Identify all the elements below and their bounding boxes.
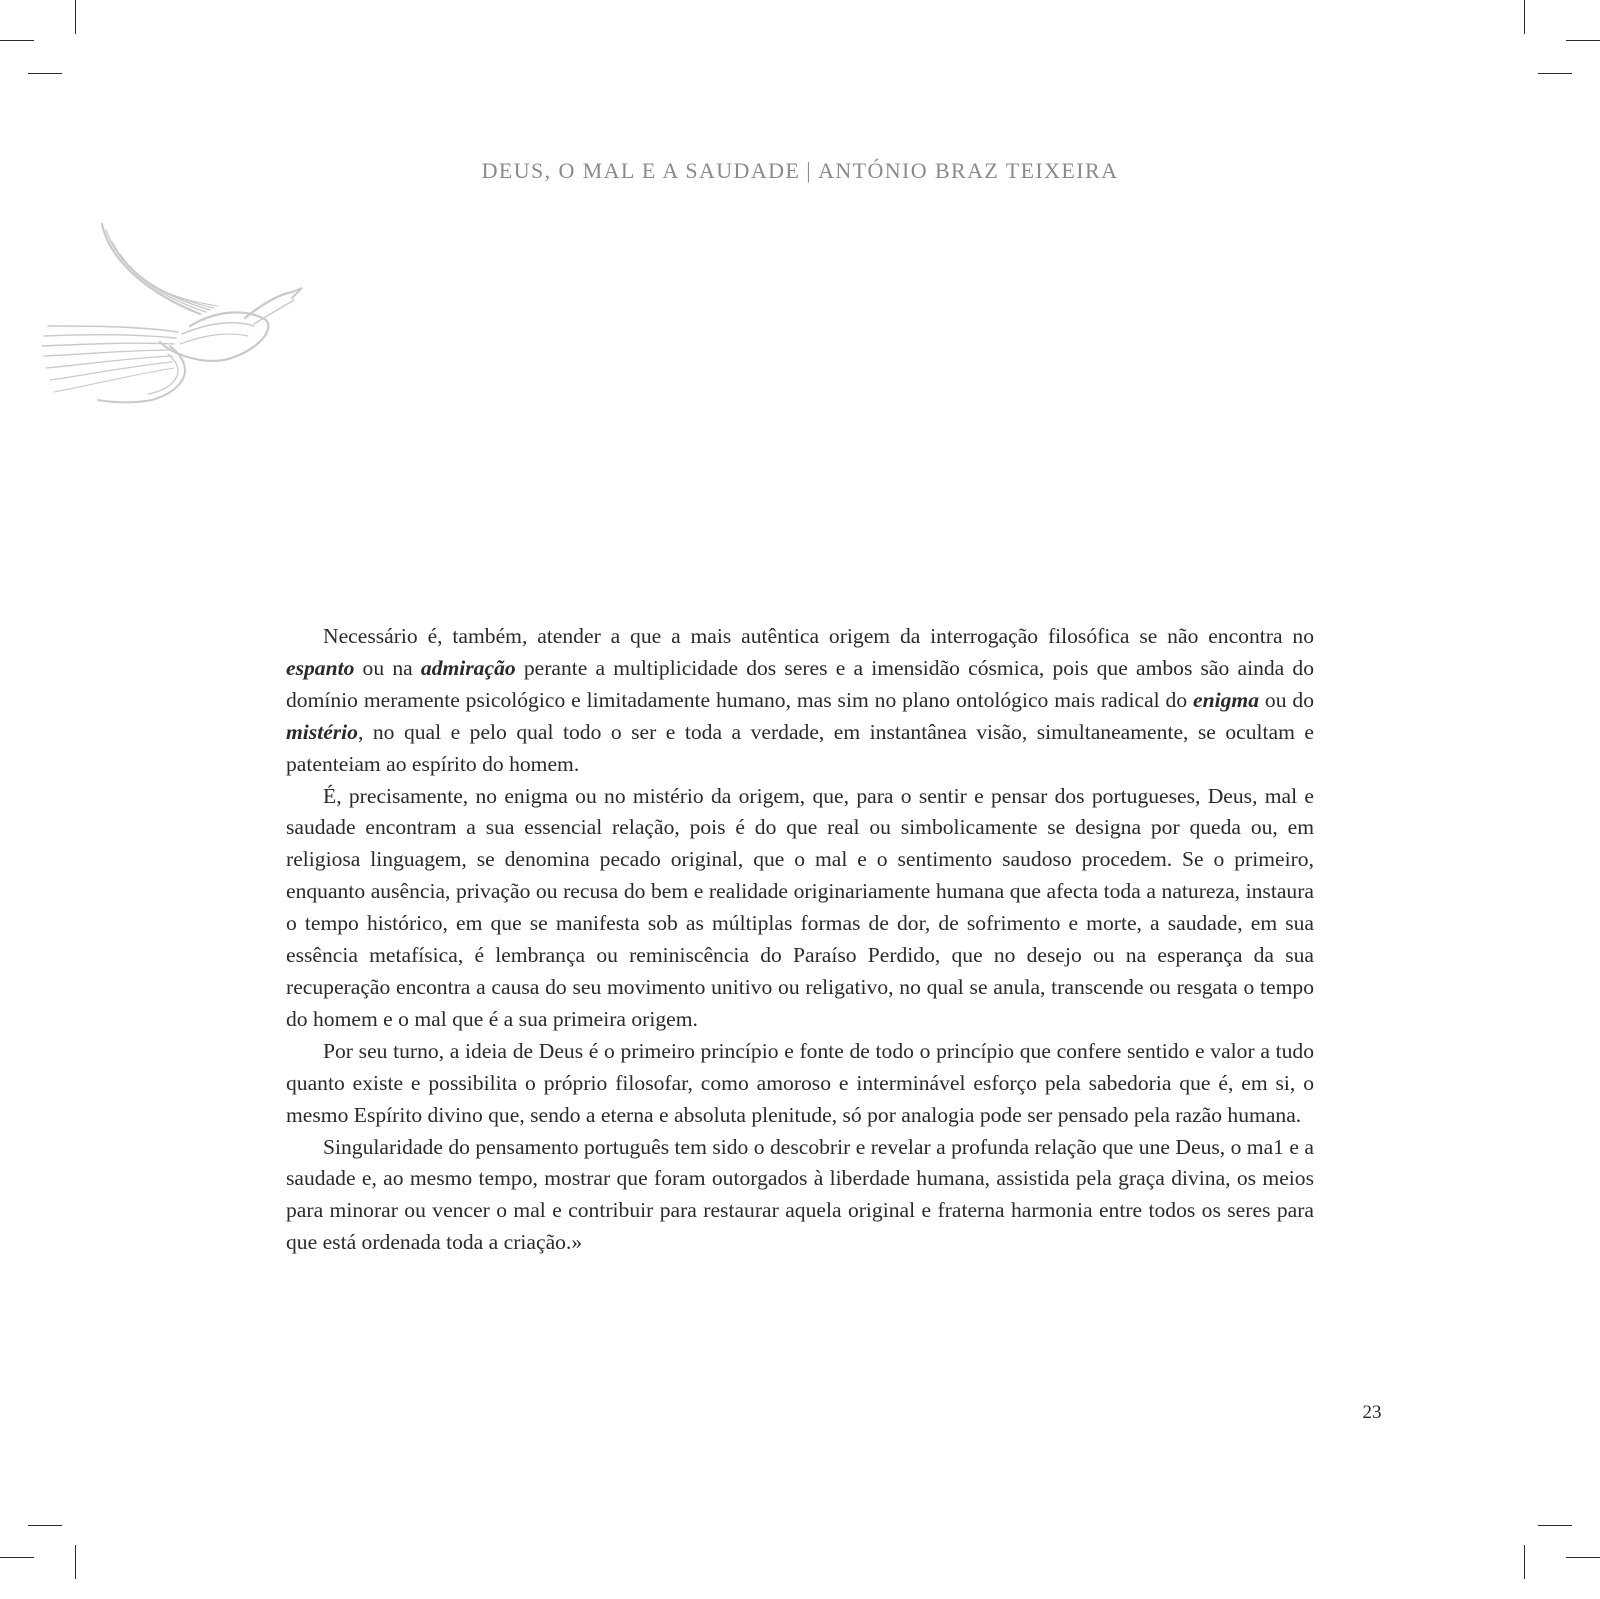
header-separator: | (806, 158, 813, 183)
emphasis: mistério (286, 719, 358, 744)
running-head (0, 158, 1600, 184)
text-run: ou do (1259, 687, 1315, 712)
crop-mark (1524, 1545, 1525, 1579)
crop-mark (1566, 1557, 1600, 1558)
swallow-bird-icon (40, 222, 310, 407)
paragraph: Por seu turno, a ideia de Deus é o primeiro princípio e fonte de todo o princípio que confere sentido e valor a tudo quanto existe e possibilita o próprio filosofar, como amoroso e interminável esforço pela sabedoria que é, em si, o mesmo Espírito divino que, sendo a eterna e absoluta plenitude, só por analogia pode ser pensado pela razão humana. (286, 1038, 1314, 1127)
emphasis: enigma (1193, 687, 1260, 712)
text-run: ou na (354, 655, 421, 680)
crop-mark (1566, 40, 1600, 41)
crop-mark (1538, 73, 1572, 74)
crop-mark (28, 1525, 62, 1526)
crop-mark (75, 0, 76, 34)
emphasis: admiração (420, 655, 516, 680)
body-text (286, 621, 1314, 1259)
crop-mark (0, 1557, 34, 1558)
book-title: DEUS, O MAL E A SAUDADE (481, 158, 801, 183)
text-run: , no qual e pelo qual todo o ser e toda a verdade, em instantânea visão, simultaneamente, se ocultam e patenteiam ao espírito do homem. (286, 719, 1314, 776)
crop-mark (1524, 0, 1525, 34)
author-name: ANTÓNIO BRAZ TEIXEIRA (818, 158, 1119, 183)
paragraph: Singularidade do pensamento português tem sido o descobrir e revelar a profunda relação que une Deus, o ma1 e a saudade e, ao mesmo tempo, mostrar que foram outorgados à liberdade humana, assistida pela graça divina, os meios para minorar ou vencer o mal e contribuir para restaurar aquela original e fraterna harmonia entre todos os seres para que está ordenada toda a criação.» (286, 1134, 1314, 1255)
emphasis: espanto (286, 655, 355, 680)
crop-mark (0, 40, 34, 41)
crop-mark (28, 73, 62, 74)
crop-mark (1538, 1525, 1572, 1526)
text-run: perante a multiplicidade dos seres e a imensidão cósmica, pois que ambos são ainda do domínio meramente psicológico e limitadamente humano, mas sim no plano ontológico mais radical do (286, 655, 1315, 712)
crop-mark (75, 1545, 76, 1579)
page-number: 23 (1362, 1402, 1382, 1423)
paragraph (286, 621, 1314, 781)
text-run: Necessário é, também, atender a que a mais autêntica origem da interrogação filosófica se não encontra no (323, 624, 1314, 648)
paragraph: É, precisamente, no enigma ou no mistério da origem, que, para o sentir e pensar dos portugueses, Deus, mal e saudade encontram a sua essencial relação, pois é do que real ou simbolicamente se designa por queda ou, em religiosa linguagem, se denomina pecado original, que o mal e o sentimento saudoso procedem. Se o primeiro, enquanto ausência, privação ou recusa do bem e realidade originariamente humana que afecta toda a natureza, instaura o tempo histórico, em que se manifesta sob as múltiplas formas de dor, de sofrimento e morte, a saudade, em sua essência metafísica, é lembrança ou reminiscência do Paraíso Perdido, que no desejo ou na esperança da sua recuperação encontra a causa do seu movimento unitivo ou religativo, no qual se anula, transcende ou resgata o tempo do homem e o mal que é a sua primeira origem. (286, 783, 1314, 1031)
